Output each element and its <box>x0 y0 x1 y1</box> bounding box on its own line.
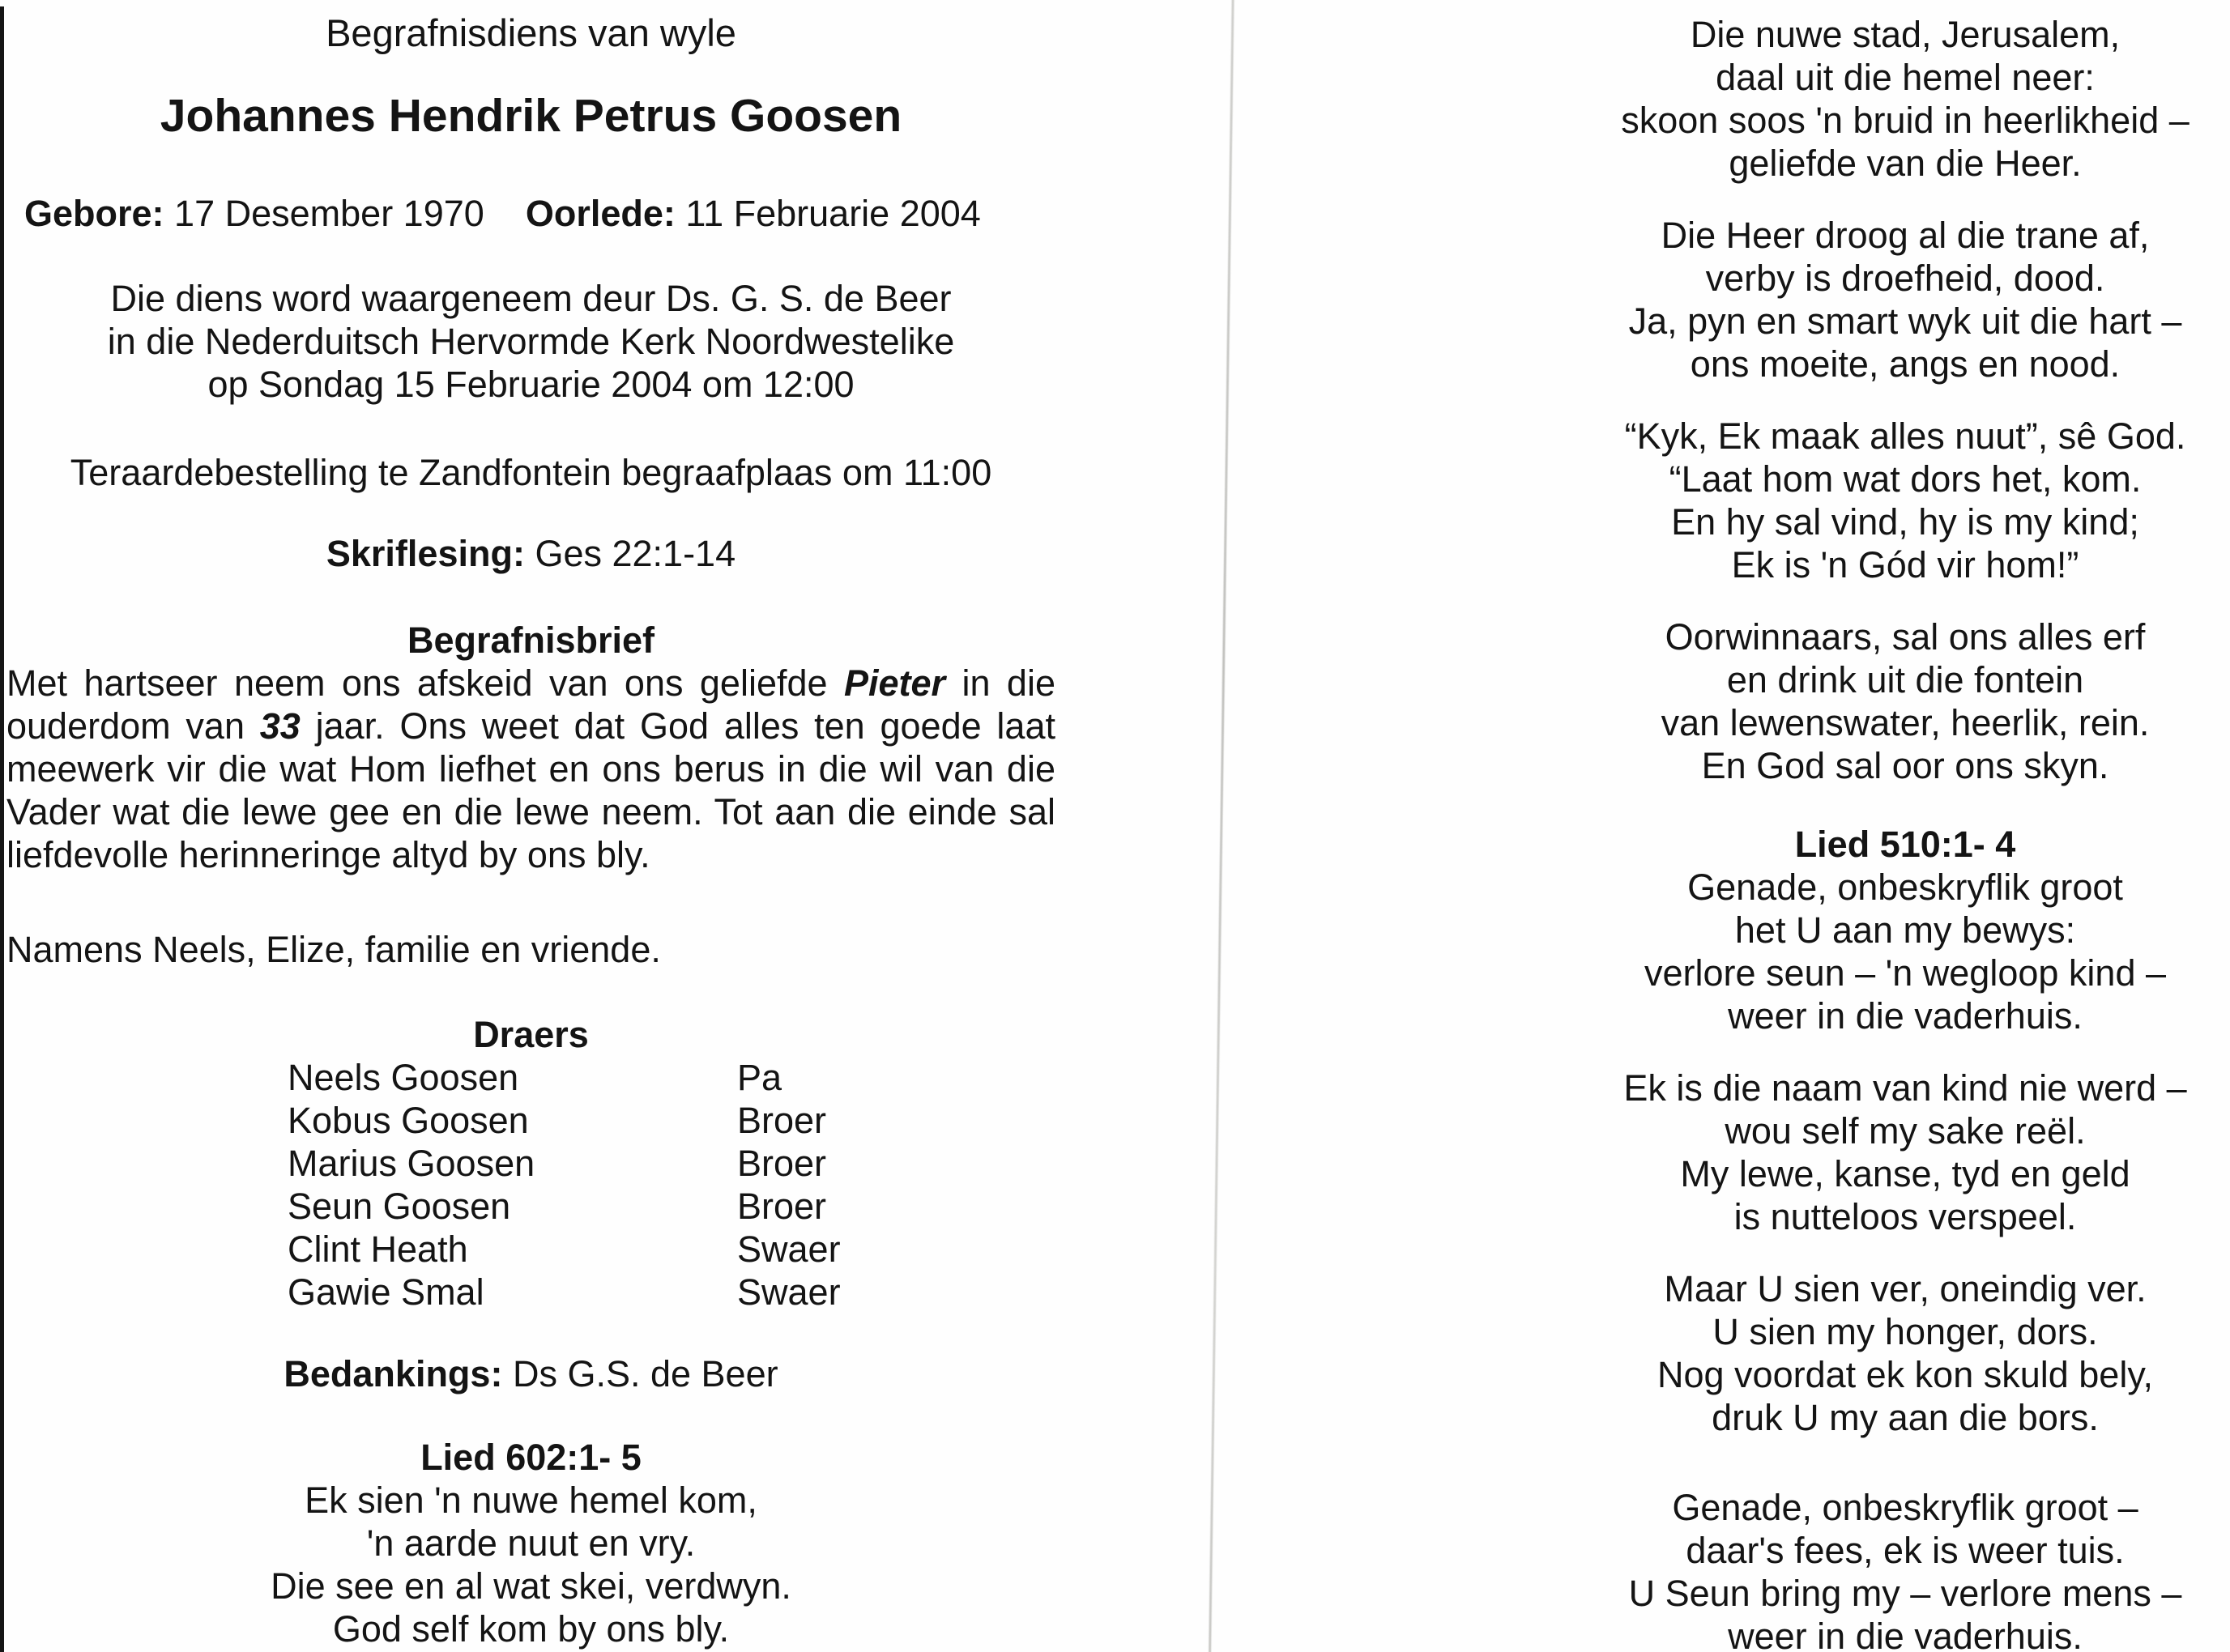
bearer-name: Clint Heath <box>288 1228 468 1270</box>
letter-text: jaar. Ons weet dat God alles ten goede laat meewerk vir die wat Hom liefhet en ons berus in die wil van die Vader wat die lewe gee en die lewe neem. Tot aan die einde sal liefdevolle herinneringe altyd by ons bly. <box>6 705 1055 875</box>
verse-line: ons moeite, angs en nood. <box>1690 343 2121 385</box>
bearer-role: Swaer <box>737 1271 841 1313</box>
verse-line: “Kyk, Ek maak alles nuut”, sê God. <box>1624 415 2186 457</box>
left-page <box>6 0 1055 1650</box>
verse-line: Oorwinnaars, sal ons alles erf <box>1665 616 2146 658</box>
died-label: Oorlede: <box>525 193 676 234</box>
verse-line: En hy sal vind, hy is my kind; <box>1671 501 2139 543</box>
burial-details: Teraardebestelling te Zandfontein begraafplaas om 11:00 <box>70 452 992 493</box>
verse-line: Ek is die naam van kind nie werd – <box>1623 1067 2187 1109</box>
hymn-602-stanza <box>6 1479 1055 1650</box>
service-line: in die Nederduitsch Hervormde Kerk Noordwestelike <box>107 321 955 362</box>
bearer-name: Marius Goosen <box>288 1143 535 1184</box>
verse-line: van lewenswater, heerlik, rein. <box>1661 702 2150 743</box>
bearer-name: Seun Goosen <box>288 1186 511 1227</box>
verse-line: U Seun bring my – verlore mens – <box>1628 1573 2182 1614</box>
hymn-stanza <box>1581 214 2229 385</box>
bearer-row <box>6 1056 1055 1099</box>
verse-line: en drink uit die fontein <box>1726 659 2084 700</box>
verse-line: My lewe, kanse, tyd en geld <box>1680 1153 2130 1194</box>
service-details <box>6 277 1055 406</box>
letter-highlight-name: Pieter <box>843 662 946 704</box>
verse-line: U sien my honger, dors. <box>1712 1311 2098 1352</box>
thanks-value: Ds G.S. de Beer <box>512 1353 778 1394</box>
verse-line: wou self my sake reël. <box>1725 1110 2086 1152</box>
bearer-role: Broer <box>737 1100 827 1141</box>
bearers-heading: Draers <box>473 1014 589 1055</box>
verse-line: geliefde van die Heer. <box>1729 143 2082 184</box>
verse-line: Genade, onbeskryflik groot <box>1687 866 2123 908</box>
bearer-name: Gawie Smal <box>288 1271 484 1313</box>
verse-line: Die see en al wat skei, verdwyn. <box>271 1565 791 1607</box>
funeral-letter-paragraph <box>6 662 1055 876</box>
on-behalf-of-line: Namens Neels, Elize, familie en vriende. <box>6 929 661 970</box>
born-label: Gebore: <box>24 193 164 234</box>
bearer-role: Swaer <box>737 1228 841 1270</box>
program-pre-title: Begrafnisdiens van wyle <box>326 11 736 54</box>
letter-text: in die ouderdom van <box>6 662 1055 747</box>
bearer-role: Pa <box>737 1057 782 1098</box>
verse-line: Ek is 'n Gód vir hom!” <box>1731 544 2079 585</box>
verse-line: God self kom by ons bly. <box>332 1608 730 1650</box>
hymn-510-heading: Lied 510:1- 4 <box>1794 824 2016 865</box>
page-fold-crease <box>1208 0 1234 1652</box>
bearers-list <box>6 1056 1055 1314</box>
verse-line: Die Heer droog al die trane af, <box>1661 215 2150 256</box>
hymn-stanza <box>1581 615 2229 787</box>
verse-line: Die nuwe stad, Jerusalem, <box>1690 14 2121 55</box>
bearer-row <box>6 1271 1055 1314</box>
letter-text: Met hartseer neem ons afskeid van ons geliefde <box>6 662 844 704</box>
letter-highlight-age: 33 <box>259 705 301 747</box>
scripture-value: Ges 22:1-14 <box>535 533 736 574</box>
hymn-stanza <box>1581 415 2229 586</box>
hymn-stanza <box>1581 1486 2229 1652</box>
verse-line: Genade, onbeskryflik groot – <box>1672 1487 2138 1528</box>
letter-heading: Begrafnisbrief <box>407 620 655 661</box>
thanks-label: Bedankings: <box>284 1353 503 1394</box>
verse-line: Ek sien 'n nuwe hemel kom, <box>305 1480 757 1521</box>
service-line: Die diens word waargeneem deur Ds. G. S. de Beer <box>110 278 952 319</box>
verse-line: “Laat hom wat dors het, kom. <box>1669 458 2142 500</box>
died-value: 11 Februarie 2004 <box>685 193 981 234</box>
verse-line: verby is droefheid, dood. <box>1705 258 2105 299</box>
right-page <box>1581 0 2229 1652</box>
verse-line: daal uit die hemel neer: <box>1716 57 2095 98</box>
hymn-stanza <box>1581 866 2229 1037</box>
bearer-row <box>6 1228 1055 1271</box>
hymn-602-heading: Lied 602:1- 5 <box>420 1437 642 1478</box>
bearer-row <box>6 1099 1055 1142</box>
verse-line: weer in die vaderhuis. <box>1728 995 2083 1037</box>
bearer-row <box>6 1185 1055 1228</box>
verse-line: het U aan my bewys: <box>1734 909 2076 951</box>
verse-line: druk U my aan die bors. <box>1712 1397 2099 1438</box>
scripture-reading <box>6 532 1055 575</box>
scan-edge-artifact <box>0 6 4 1652</box>
bearer-role: Broer <box>737 1143 827 1184</box>
scripture-label: Skriflesing: <box>326 533 525 574</box>
bearer-name: Kobus Goosen <box>288 1100 529 1141</box>
verse-line: Nog voordat ek kon skuld bely, <box>1657 1354 2153 1395</box>
born-value: 17 Desember 1970 <box>174 193 484 234</box>
hymn-stanza <box>1581 13 2229 185</box>
verse-line: skoon soos 'n bruid in heerlikheid – <box>1621 100 2189 141</box>
verse-line: 'n aarde nuut en vry. <box>366 1522 696 1564</box>
hymn-stanza <box>1581 1267 2229 1439</box>
birth-death-dates <box>6 192 1055 235</box>
verse-line: En God sal oor ons skyn. <box>1701 745 2109 786</box>
bearer-row <box>6 1142 1055 1185</box>
bearer-role: Broer <box>737 1186 827 1227</box>
bearer-name: Neels Goosen <box>288 1057 519 1098</box>
deceased-name-title: Johannes Hendrik Petrus Goosen <box>160 90 902 142</box>
service-line: op Sondag 15 Februarie 2004 om 12:00 <box>207 364 855 405</box>
thanks-line <box>6 1352 1055 1395</box>
verse-line: weer in die vaderhuis. <box>1728 1616 2083 1652</box>
verse-line: Ja, pyn en smart wyk uit die hart – <box>1628 300 2182 342</box>
verse-line: verlore seun – 'n wegloop kind – <box>1644 952 2166 994</box>
hymn-stanza <box>1581 1067 2229 1238</box>
verse-line: daar's fees, ek is weer tuis. <box>1686 1530 2125 1571</box>
verse-line: Maar U sien ver, oneindig ver. <box>1664 1268 2147 1309</box>
verse-line: is nutteloos verspeel. <box>1733 1196 2077 1237</box>
